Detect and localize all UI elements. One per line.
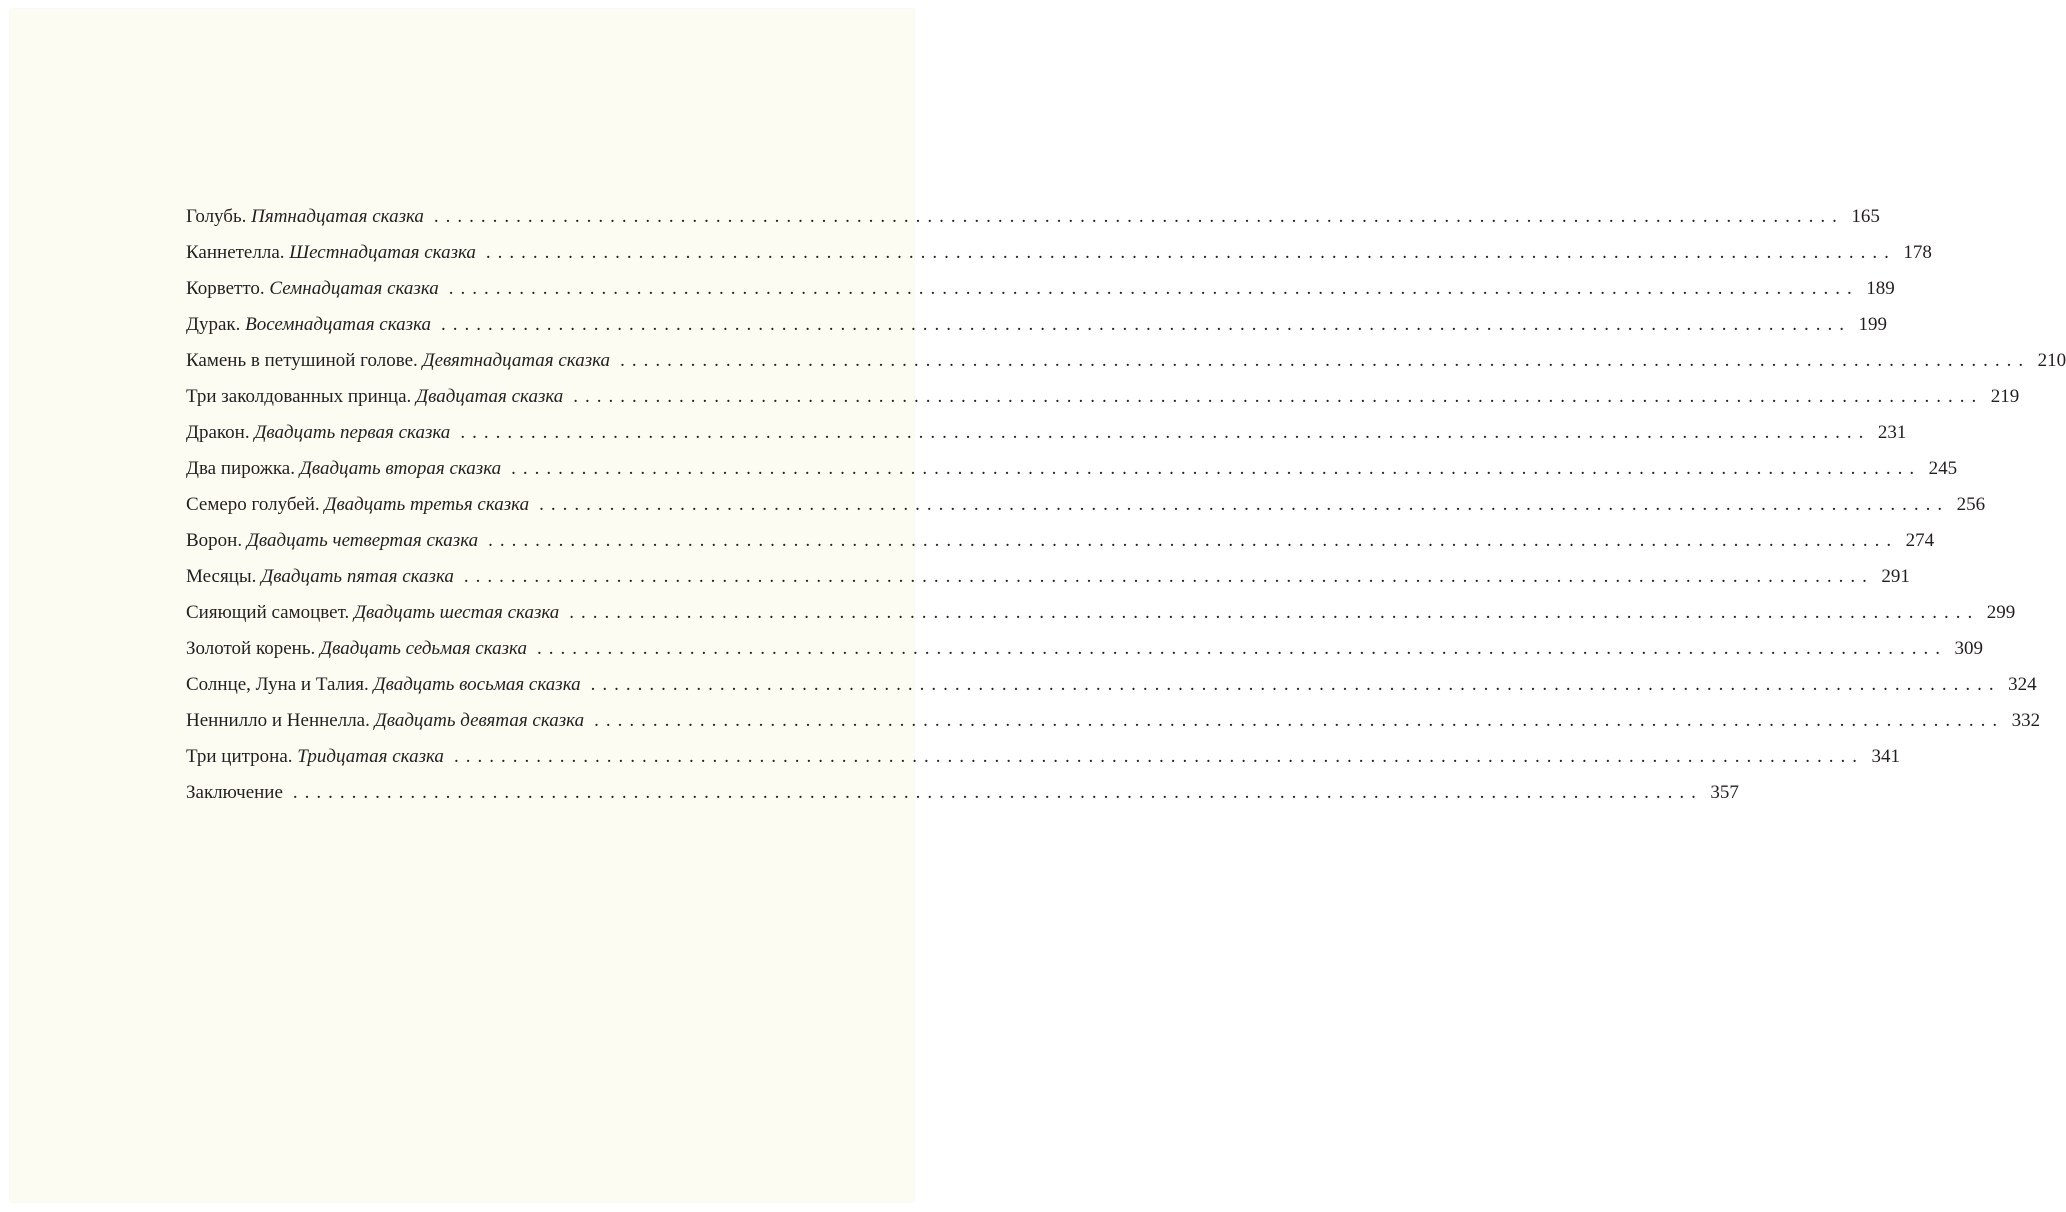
page-number: 357 [1710,782,1739,803]
page-number: 291 [1881,566,1910,587]
toc-entry [186,595,2016,631]
tale-number: Семнадцатая сказка [269,278,439,299]
story-title: Три цитрона. [186,746,293,767]
page-number: 219 [1990,386,2020,407]
tale-number: Двадцать девятая сказка [374,710,585,731]
toc-entry-title [186,739,444,775]
toc-entry-title [186,235,476,271]
dot-leader: ........................................................................................................................ [433,206,1844,227]
story-title: Неннилло и Неннелла. [186,710,370,731]
toc-entry [186,307,1887,343]
dot-leader: ........................................................................................................................ [573,386,1984,407]
toc-entry-title [186,307,431,343]
story-title: Сияющий самоцвет. [186,602,350,623]
dot-leader: ........................................................................................................................ [460,422,1871,443]
dot-leader: ........................................................................................................................ [440,314,1851,335]
dot-leader: ........................................................................................................................ [590,674,2001,695]
dot-leader: ........................................................................................................................ [292,782,1703,803]
dot-leader: ........................................................................................................................ [539,494,1950,515]
toc-entry-title [186,775,283,811]
story-title: Ворон. [186,530,243,551]
tale-number: Девятнадцатая сказка [422,350,611,371]
dot-leader: ........................................................................................................................ [569,602,1980,623]
tale-number: Двадцать четвертая сказка [246,530,479,551]
tale-number: Пятнадцатая сказка [251,206,424,227]
story-title: Заключение [186,782,283,803]
tale-number: Двадцать вторая сказка [299,458,502,479]
toc-entry [186,631,1983,667]
tale-number: Двадцать седьмая сказка [320,638,527,659]
toc-entry [186,271,1895,307]
toc-entry-title [186,415,450,451]
dot-leader: ........................................................................................................................ [594,710,2005,731]
dot-leader: ........................................................................................................................ [463,566,1874,587]
dot-leader: ........................................................................................................................ [536,638,1947,659]
toc-entry [186,415,1907,451]
dot-leader: ........................................................................................................................ [485,242,1896,263]
toc-entry-title [186,523,478,559]
toc-entry [186,343,2066,379]
story-title: Золотой корень. [186,638,316,659]
page-number: 189 [1866,278,1895,299]
story-title: Дурак. [186,314,241,335]
story-title: Два пирожка. [186,458,295,479]
toc-entry [186,703,2041,739]
toc-entry-title [186,379,563,415]
toc-entry [186,235,1932,271]
story-title: Голубь. [186,206,247,227]
toc-entry-title [186,271,439,307]
page-number: 199 [1858,314,1887,335]
story-title: Три заколдованных принца. [186,386,412,407]
toc-entry-title [186,703,584,739]
page-number: 299 [1986,602,2016,623]
tale-number: Двадцать третья сказка [324,494,530,515]
page-number: 210 [2037,350,2066,371]
story-title: Корветто. [186,278,265,299]
page-number: 231 [1877,422,1907,443]
tale-number: Двадцать первая сказка [254,422,451,443]
page-number: 332 [2011,710,2041,731]
toc-entry [186,451,1958,487]
toc-entry-title [186,451,501,487]
tale-number: Двадцатая сказка [416,386,564,407]
page-number: 274 [1905,530,1935,551]
toc-entry [186,487,1986,523]
toc-entry [186,775,1739,811]
page-number: 165 [1851,206,1880,227]
toc-entry [186,199,1880,235]
story-title: Семеро голубей. [186,494,320,515]
toc-entry [186,667,2037,703]
toc-entry [186,523,1935,559]
story-title: Месяцы. [186,566,257,587]
page-number: 245 [1928,458,1958,479]
tale-number: Двадцать пятая сказка [261,566,454,587]
toc-entry [186,379,2020,415]
toc-entry [186,739,1900,775]
toc-entry-title [186,667,581,703]
story-title: Камень в петушиной голове. [186,350,418,371]
toc-entry-title [186,343,610,379]
tale-number: Шестнадцатая сказка [289,242,476,263]
toc-entry [186,559,1910,595]
table-of-contents [186,199,2066,811]
page-number: 178 [1903,242,1932,263]
story-title: Солнце, Луна и Талия. [186,674,369,695]
page-number: 341 [1871,746,1900,767]
story-title: Каннетелла. [186,242,285,263]
tale-number: Двадцать восьмая сказка [373,674,581,695]
page-number: 256 [1956,494,1986,515]
dot-leader: ........................................................................................................................ [620,350,2031,371]
page-number: 309 [1954,638,1983,659]
dot-leader: ........................................................................................................................ [453,746,1864,767]
toc-entry-title [186,559,454,595]
page-number: 324 [2008,674,2037,695]
toc-entry-title [186,631,527,667]
story-title: Дракон. [186,422,250,443]
book-page [10,9,2066,1202]
tale-number: Двадцать шестая сказка [353,602,560,623]
tale-number: Восемнадцатая сказка [245,314,431,335]
dot-leader: ........................................................................................................................ [448,278,1859,299]
toc-entry-title [186,595,559,631]
tale-number: Тридцатая сказка [297,746,444,767]
dot-leader: ........................................................................................................................ [511,458,1922,479]
dot-leader: ........................................................................................................................ [488,530,1899,551]
toc-entry-title [186,487,529,523]
toc-entry-title [186,199,424,235]
